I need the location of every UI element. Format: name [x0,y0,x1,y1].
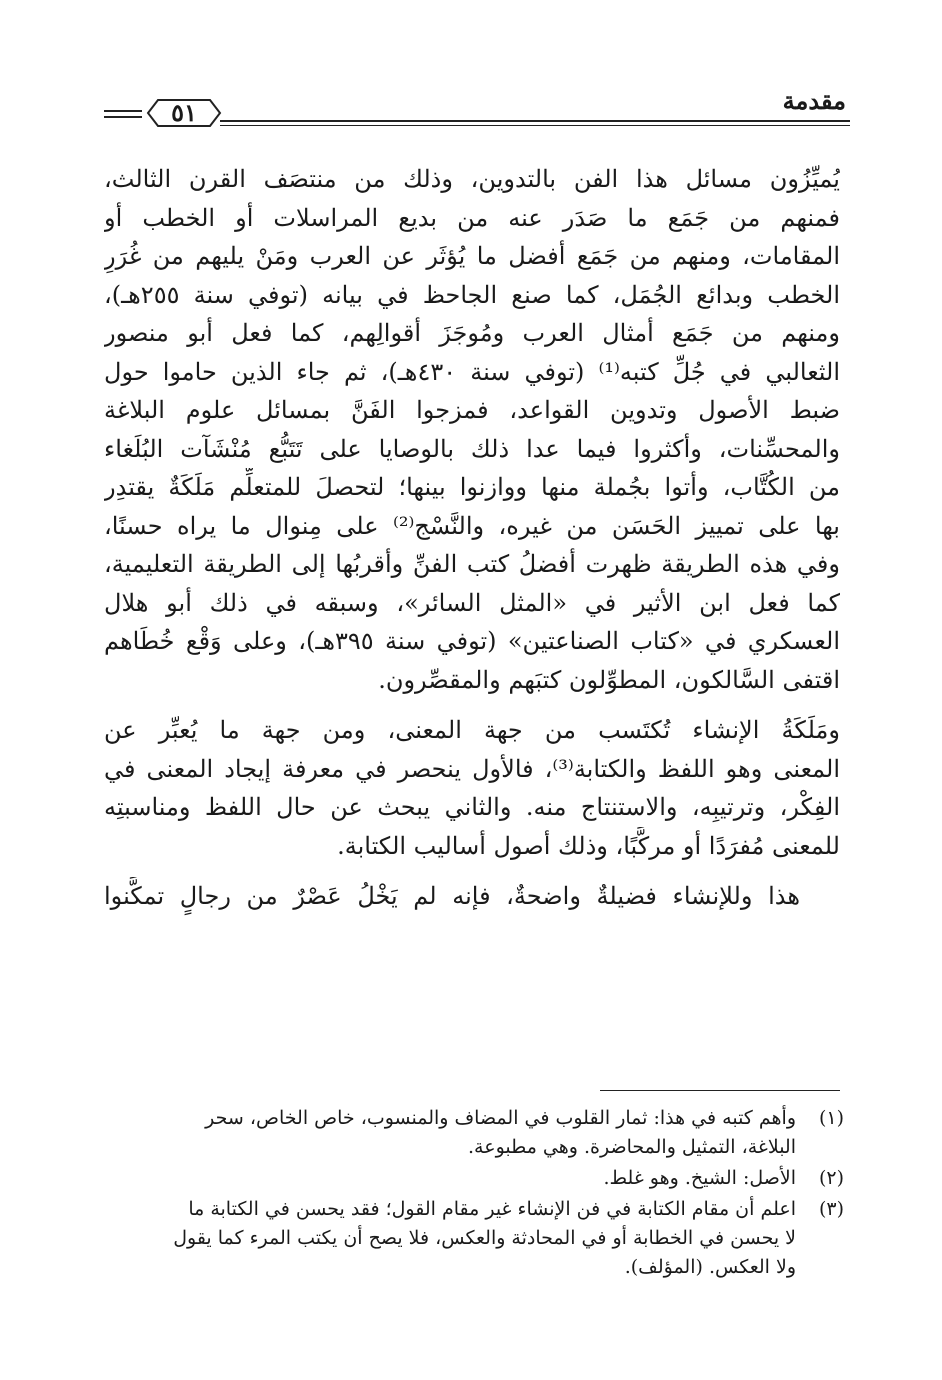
footnote-number: (٣) [818,1198,844,1220]
page-number: ٥١ [171,98,197,127]
running-header-title: مقدمة [782,86,846,115]
text-line: والمحسِّنات، وأكثروا فيما عدا ذلك بالوصايا على تَتَبُّع مُنْشَآت البُلَغاء [104,434,840,463]
paragraph [104,160,840,699]
text-line: ومَلَكَةُ الإنشاء تُكتَسب من جهة المعنى، ومن جهة ما يُعبِّر عن [104,716,840,744]
footnote-line: ولا العكس. (المؤلف). [624,1256,796,1278]
text-line: ضبط الأصول وتدوين القواعد، فمزجوا الفَنَّ بمسائل علوم البلاغة [104,396,840,424]
text-line: كما فعل ابن الأثير في «المثل السائر»، وسبقه في ذلك أبو هلال [104,588,840,617]
header-rule [220,125,850,126]
text-line: الفِكْر، وترتيبِه، والاستنتاج منه. والثاني يبحث عن حال اللفظ ومناسبتِه [104,793,840,821]
text-line: فمنهم من جَمَع ما صَدَر عنه من بديع المراسلات أو الخطب أو [104,203,840,232]
footnote [96,1164,844,1193]
footnote-line: وأهم كتبه في هذا: ثمار القلوب في المضاف والمنسوب، خاص الخاص، سحر [205,1107,796,1129]
page-header [100,82,850,130]
text-line: ومنهم من جَمَع أمثال العرب ومُوجَزَ أقوالِهم، كما فعل أبو منصور [104,319,840,347]
footnote-separator [600,1090,840,1091]
text-line: المقامات، ومنهم من جَمَع أفضل ما يُؤثَر عن العرب ومَنْ يليهم من غُرَرِ [104,242,840,270]
header-rule [220,120,850,122]
paragraph-gap [104,699,840,711]
footnote [96,1104,844,1162]
paragraph [104,877,840,916]
footnote-line: البلاغة، التمثيل والمحاضرة. وهي مطبوعة. [468,1136,796,1158]
text-line: بها على تمييز الحَسَن من غيره، والنَّسْج⁽²⁾ على مِنوال ما يراه حسنًا، [104,511,840,540]
text-line: الخطب وبدائع الجُمَل، كما صنع الجاحظ في بيانه (توفي سنة ٢٥٥هـ)، [104,280,840,309]
footnotes [96,1104,844,1284]
footnote-line: لا يحسن في الخطابة أو في المحادثة والعكس، فلا يصح أن يكتب المرء كما يقول [173,1227,796,1249]
footnote [96,1195,844,1282]
text-line: من الكُتَّاب، وأتوا بجُملة منها ووازنوا بينها؛ لتحصلَ للمتعلِّم مَلَكَةٌ يقتدِر [104,473,840,501]
footnote-line: الأصل: الشيخ. وهو غلط. [603,1167,796,1189]
paragraph [104,711,840,865]
body-text [104,160,840,916]
text-line: للمعنى مُفرَدًا أو مركَّبًا، وذلك أصول أساليب الكتابة. [337,831,840,860]
header-ornament-rule [104,110,142,112]
footnote-number: (١) [818,1107,844,1129]
footnote-number: (٢) [818,1167,844,1189]
text-line: العسكري في «كتاب الصناعتين» (توفي سنة ٣٩٥هـ)، وعلى وَقْع خُطَاهم [104,627,840,655]
text-line: المعنى وهو اللفظ والكتابة⁽³⁾، فالأول ينحصر في معرفة إيجاد المعنى في [104,754,840,783]
header-ornament-rule [104,116,142,118]
text-line: الثعالبي في جُلِّ كتبه⁽¹⁾ (توفي سنة ٤٣٠هـ)، ثم جاء الذين حاموا حول [104,357,840,386]
text-line: اقتفى السَّالكون، المطوِّلون كتبَهم والمقصِّرون. [378,665,840,694]
paragraph-gap [104,865,840,877]
text-line: هذا وللإنشاء فضيلةٌ واضحةٌ، فإنه لم يَخْلُ عَصْرٌ من رجالٍ تمكَّنوا [104,882,800,910]
footnote-line: اعلم أن مقام الكتابة في فن الإنشاء غير مقام القول؛ فقد يحسن في الكتابة ما [188,1198,796,1220]
page-number-badge [144,96,224,130]
text-line: وفي هذه الطريقة ظهرت أفضلُ كتب الفنِّ وأقربُها إلى الطريقة التعليمية، [104,550,840,578]
text-line: يُميِّزُون مسائل هذا الفن بالتدوين، وذلك من منتصَف القرن الثالث، [104,165,840,193]
